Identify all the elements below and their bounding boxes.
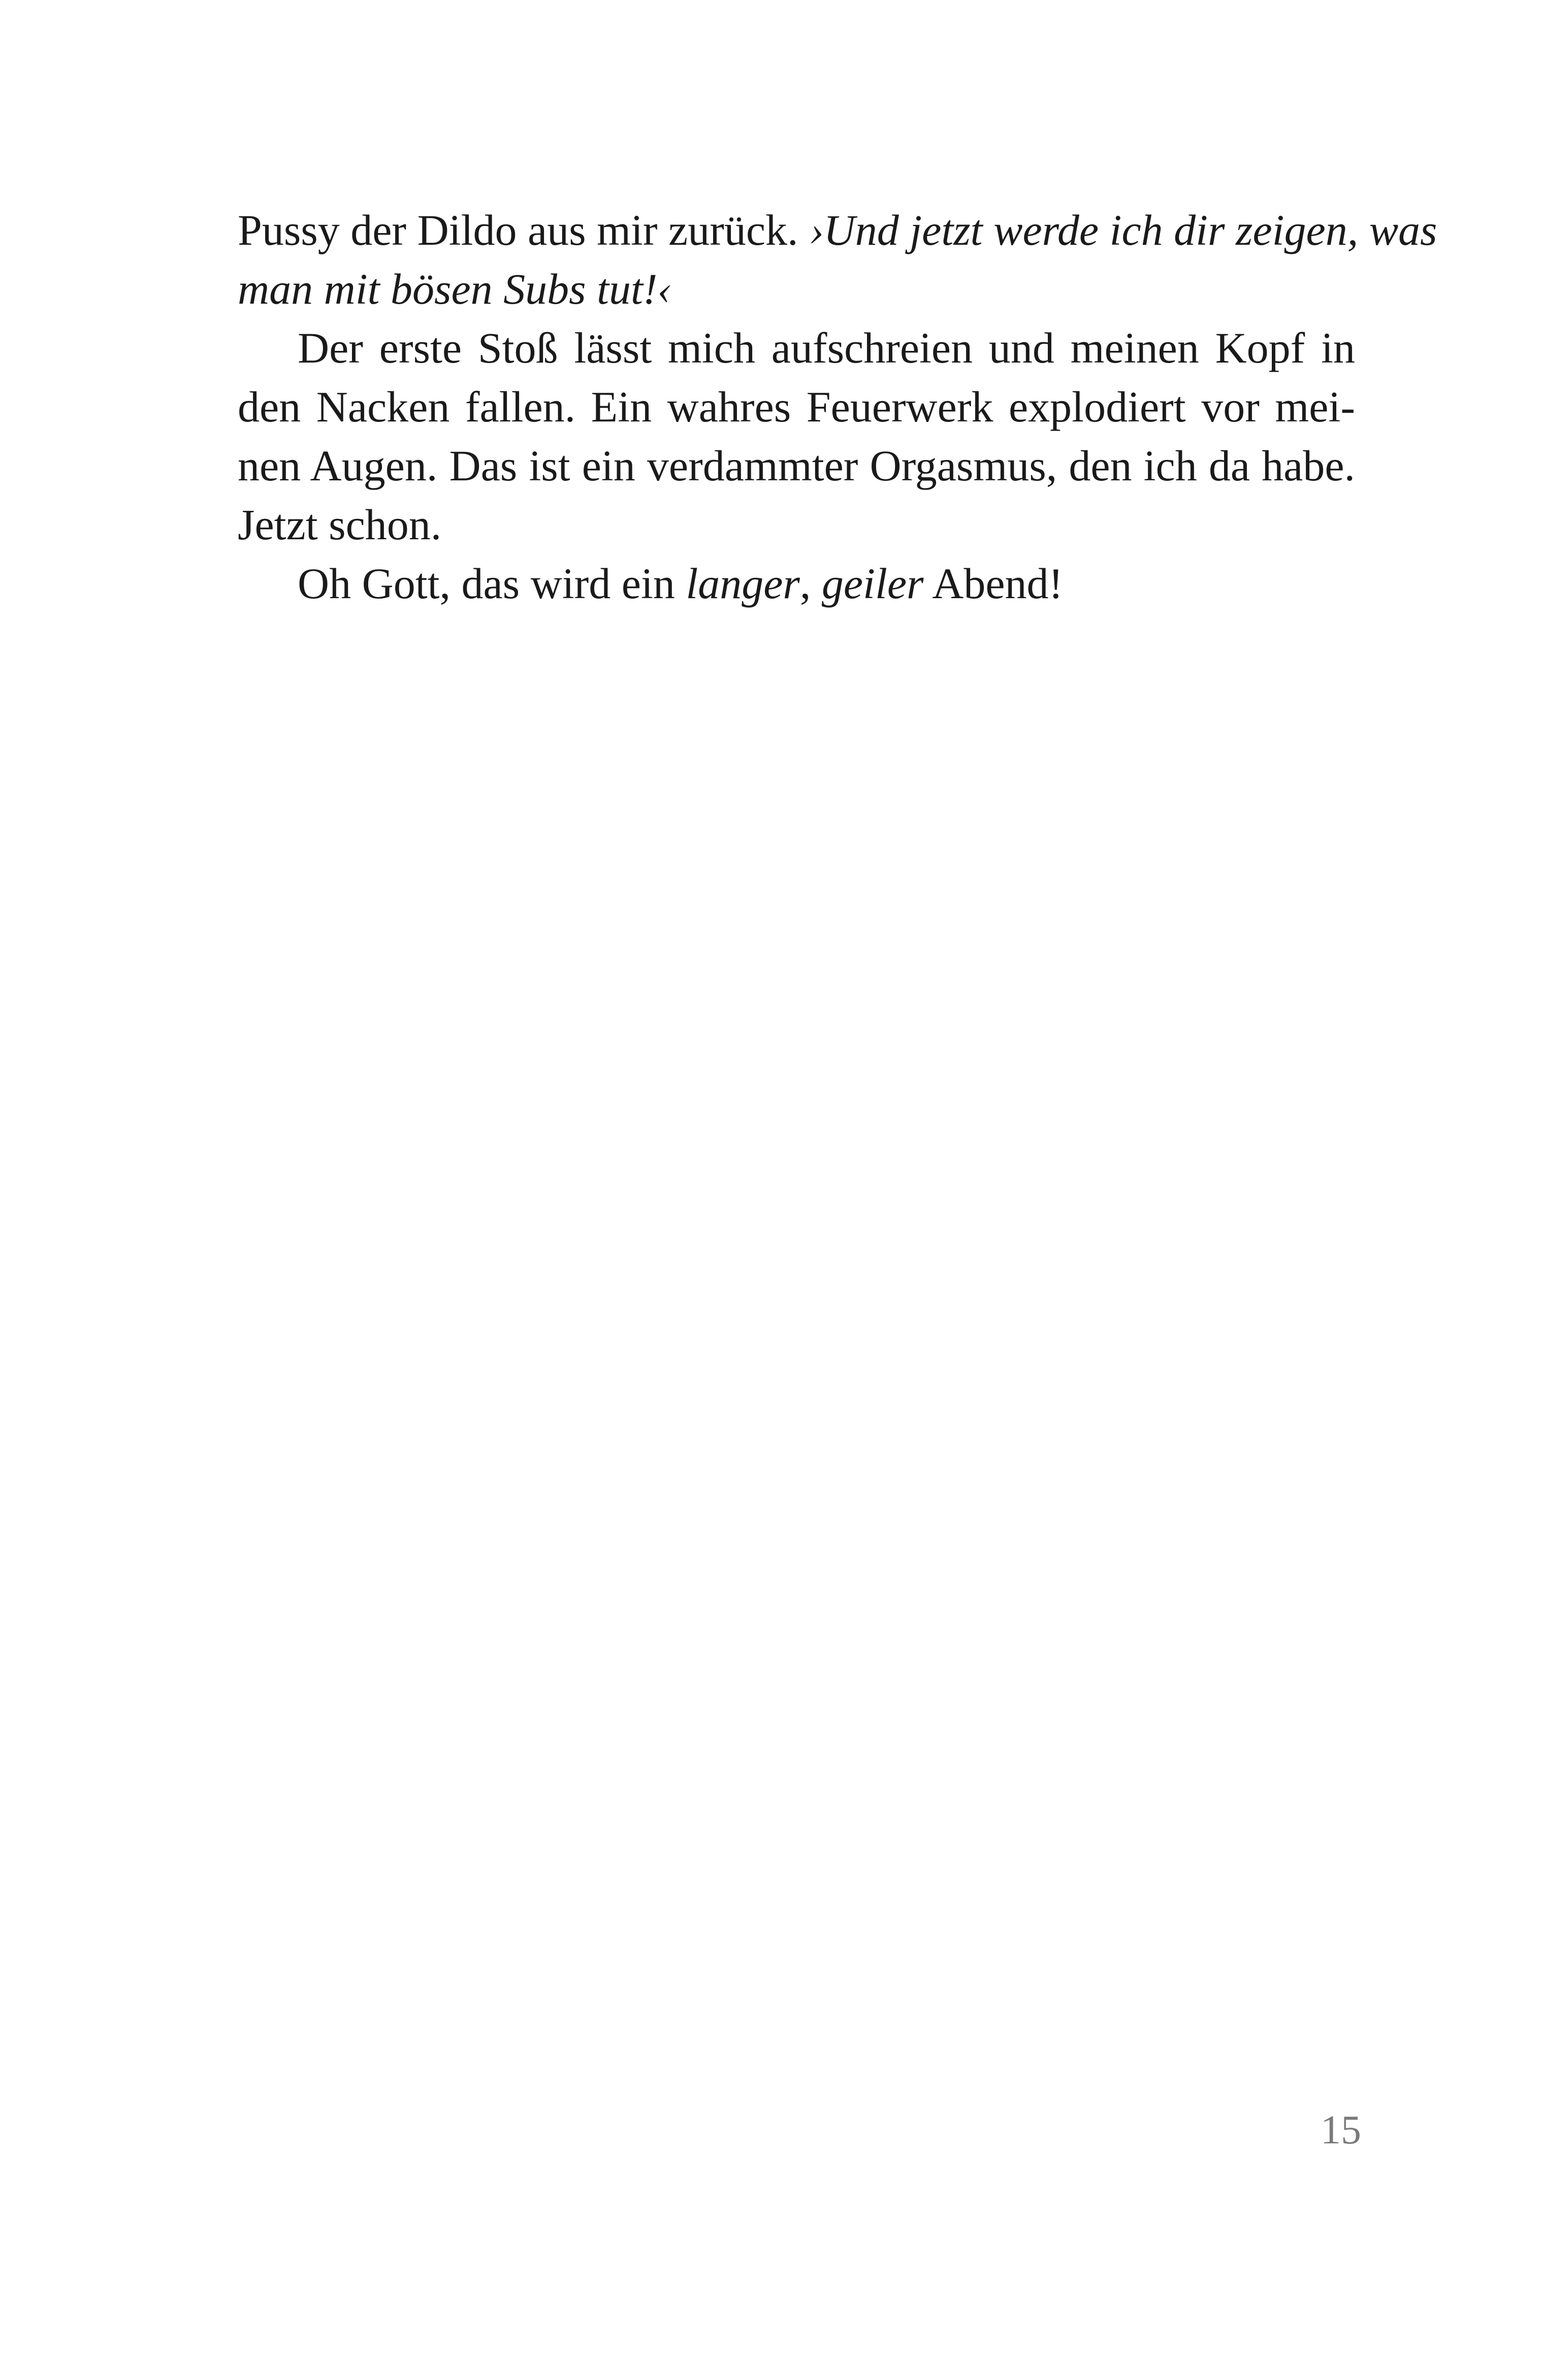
- body-text: [238, 201, 1437, 613]
- text-line: [238, 495, 1355, 554]
- text-run: ,: [799, 559, 822, 608]
- italic-text-run: langer: [686, 559, 800, 608]
- italic-text-run: man mit bösen Subs tut!‹: [238, 265, 672, 313]
- text-line: [238, 554, 1355, 613]
- text-line: [238, 436, 1355, 495]
- text-run: Jetzt schon.: [238, 500, 442, 549]
- text-run: Abend!: [923, 559, 1064, 608]
- text-run: Pussy der Dildo aus mir zurück.: [238, 206, 810, 254]
- text-run: den Nacken fallen. Ein wahres Feuerwerk explodiert vor mei-: [238, 382, 1355, 431]
- text-line: [238, 201, 1437, 259]
- page-number: 15: [1321, 2108, 1361, 2153]
- text-line: [238, 377, 1355, 436]
- italic-text-run: geiler: [821, 559, 924, 608]
- text-line: [238, 318, 1355, 377]
- paragraph: [238, 318, 1355, 554]
- text-line: [238, 259, 1355, 318]
- paragraph: [238, 554, 1355, 613]
- italic-text-run: ›Und jetzt werde ich dir zeigen, was: [809, 206, 1437, 254]
- text-run: Oh Gott, das wird ein: [298, 559, 686, 608]
- text-run: Der erste Stoß lässt mich aufschreien und meinen Kopf in: [298, 323, 1355, 372]
- paragraph: [238, 201, 1437, 318]
- text-run: nen Augen. Das ist ein verdammter Orgasmus, den ich da habe.: [238, 441, 1355, 490]
